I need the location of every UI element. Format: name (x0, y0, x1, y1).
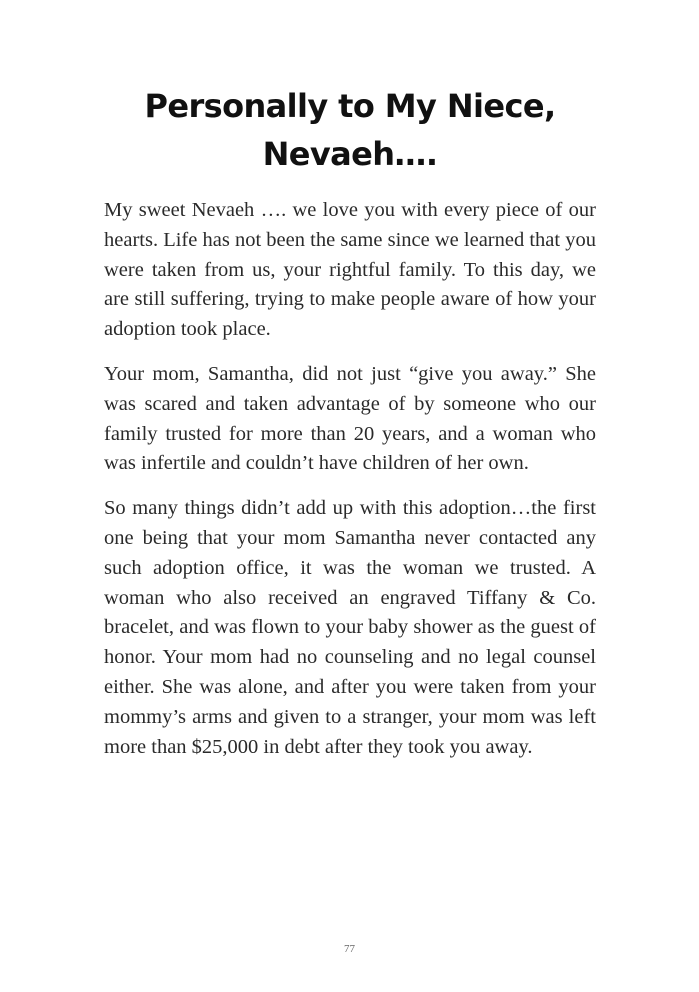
paragraph-2: Your mom, Samantha, did not just “give you away.” She was scared and taken advantage of by someone who our family trusted for more than 20 years, and a woman who was infertile and couldn’t have children of her own. (104, 362, 596, 475)
paragraph-1: My sweet Nevaeh …. we love you with every piece of our hearts. Life has not been the same since we learned that you were taken from us, your rightful family. To this day, we are still suffering, trying to make people aware of how your adoption took place. (104, 199, 596, 341)
paragraph-3: So many things didn’t add up with this adoption…the first one being that your mom Samantha never contacted any such adoption office, it was the woman we trusted. A woman who also received an engraved Tiffany & Co. bracelet, and was flown to your baby shower as the guest of honor. Your mom had no counseling and no legal counsel either. She was alone, and after you were taken from your mommy’s arms and given to a stranger, your mom was left more than $25,000 in debt after they took you away. (104, 497, 596, 758)
page-title-line-1: Personally to My Niece, (144, 87, 556, 125)
page-title (104, 82, 596, 178)
page-number: 77 (344, 943, 355, 955)
letter-body (104, 196, 596, 777)
page-title-line-2: Nevaeh…. (262, 135, 438, 173)
